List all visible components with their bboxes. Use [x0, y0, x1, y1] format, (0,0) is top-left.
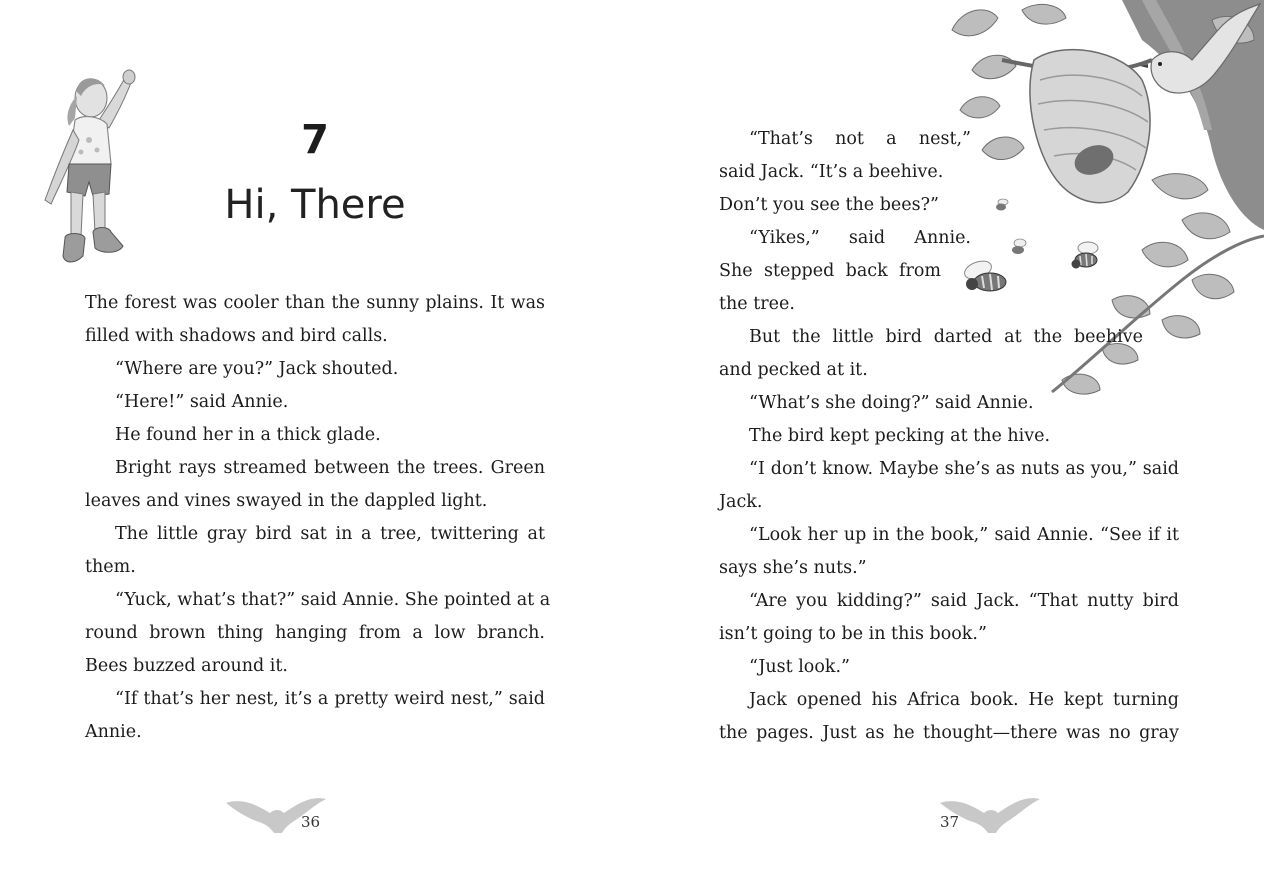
text-line: filled with shadows and bird calls. [85, 326, 388, 346]
text-line: said Jack. “It’s a beehive. [719, 162, 944, 182]
text-line: The forest was cooler than the sunny plains. It was [85, 293, 545, 313]
text-line: “I don’t know. Maybe she’s as nuts as you,” said [749, 459, 1179, 479]
text-line: the pages. Just as he thought—there was no gray [719, 723, 1179, 743]
text-line: “Look her up in the book,” said Annie. “See if it [749, 525, 1179, 545]
text-line: them. [85, 557, 136, 577]
chapter-title: Hi, There [224, 182, 406, 228]
text-line: Jack. [719, 492, 763, 512]
text-line: “Where are you?” Jack shouted. [115, 359, 399, 379]
text-line: round brown thing hanging from a low branch. [85, 623, 545, 643]
text-line: He found her in a thick glade. [115, 425, 381, 445]
text-line: “Here!” said Annie. [115, 392, 289, 412]
left-body-text [85, 287, 551, 749]
chapter-number: 7 [301, 117, 329, 163]
page-number: 36 [301, 813, 321, 831]
text-line: “That’s not a nest,” [749, 129, 971, 149]
text-line: “Yikes,” said Annie. [749, 228, 971, 248]
text-line: says she’s nuts.” [719, 558, 867, 578]
right-body-text [719, 123, 1179, 750]
right-page [632, 0, 1264, 874]
text-line: “Just look.” [749, 657, 850, 677]
text-line: Annie. [85, 722, 142, 742]
text-line: “Yuck, what’s that?” said Annie. She pointed at a [115, 590, 551, 610]
text-line: “Are you kidding?” said Jack. “That nutty bird [749, 591, 1179, 611]
text-line: Jack opened his Africa book. He kept turning [749, 690, 1179, 710]
text-line: the tree. [719, 294, 795, 314]
text-line: isn’t going to be in this book.” [719, 624, 987, 644]
text-line: “If that’s her nest, it’s a pretty weird nest,” said [115, 689, 545, 709]
text-line: Bees buzzed around it. [85, 656, 288, 676]
text-line: Bright rays streamed between the trees. Green [115, 458, 545, 478]
text-line: She stepped back from [719, 261, 941, 281]
text-line: Don’t you see the bees?” [719, 195, 939, 215]
annie-illustration [35, 68, 140, 276]
text-line: The little gray bird sat in a tree, twittering at [115, 524, 545, 544]
text-line: and pecked at it. [719, 360, 868, 380]
text-line: leaves and vines swayed in the dappled light. [85, 491, 488, 511]
text-line: “What’s she doing?” said Annie. [749, 393, 1034, 413]
page-number: 37 [940, 813, 960, 831]
text-line: The bird kept pecking at the hive. [749, 426, 1051, 446]
text-line: But the little bird darted at the beehive [749, 327, 1143, 347]
